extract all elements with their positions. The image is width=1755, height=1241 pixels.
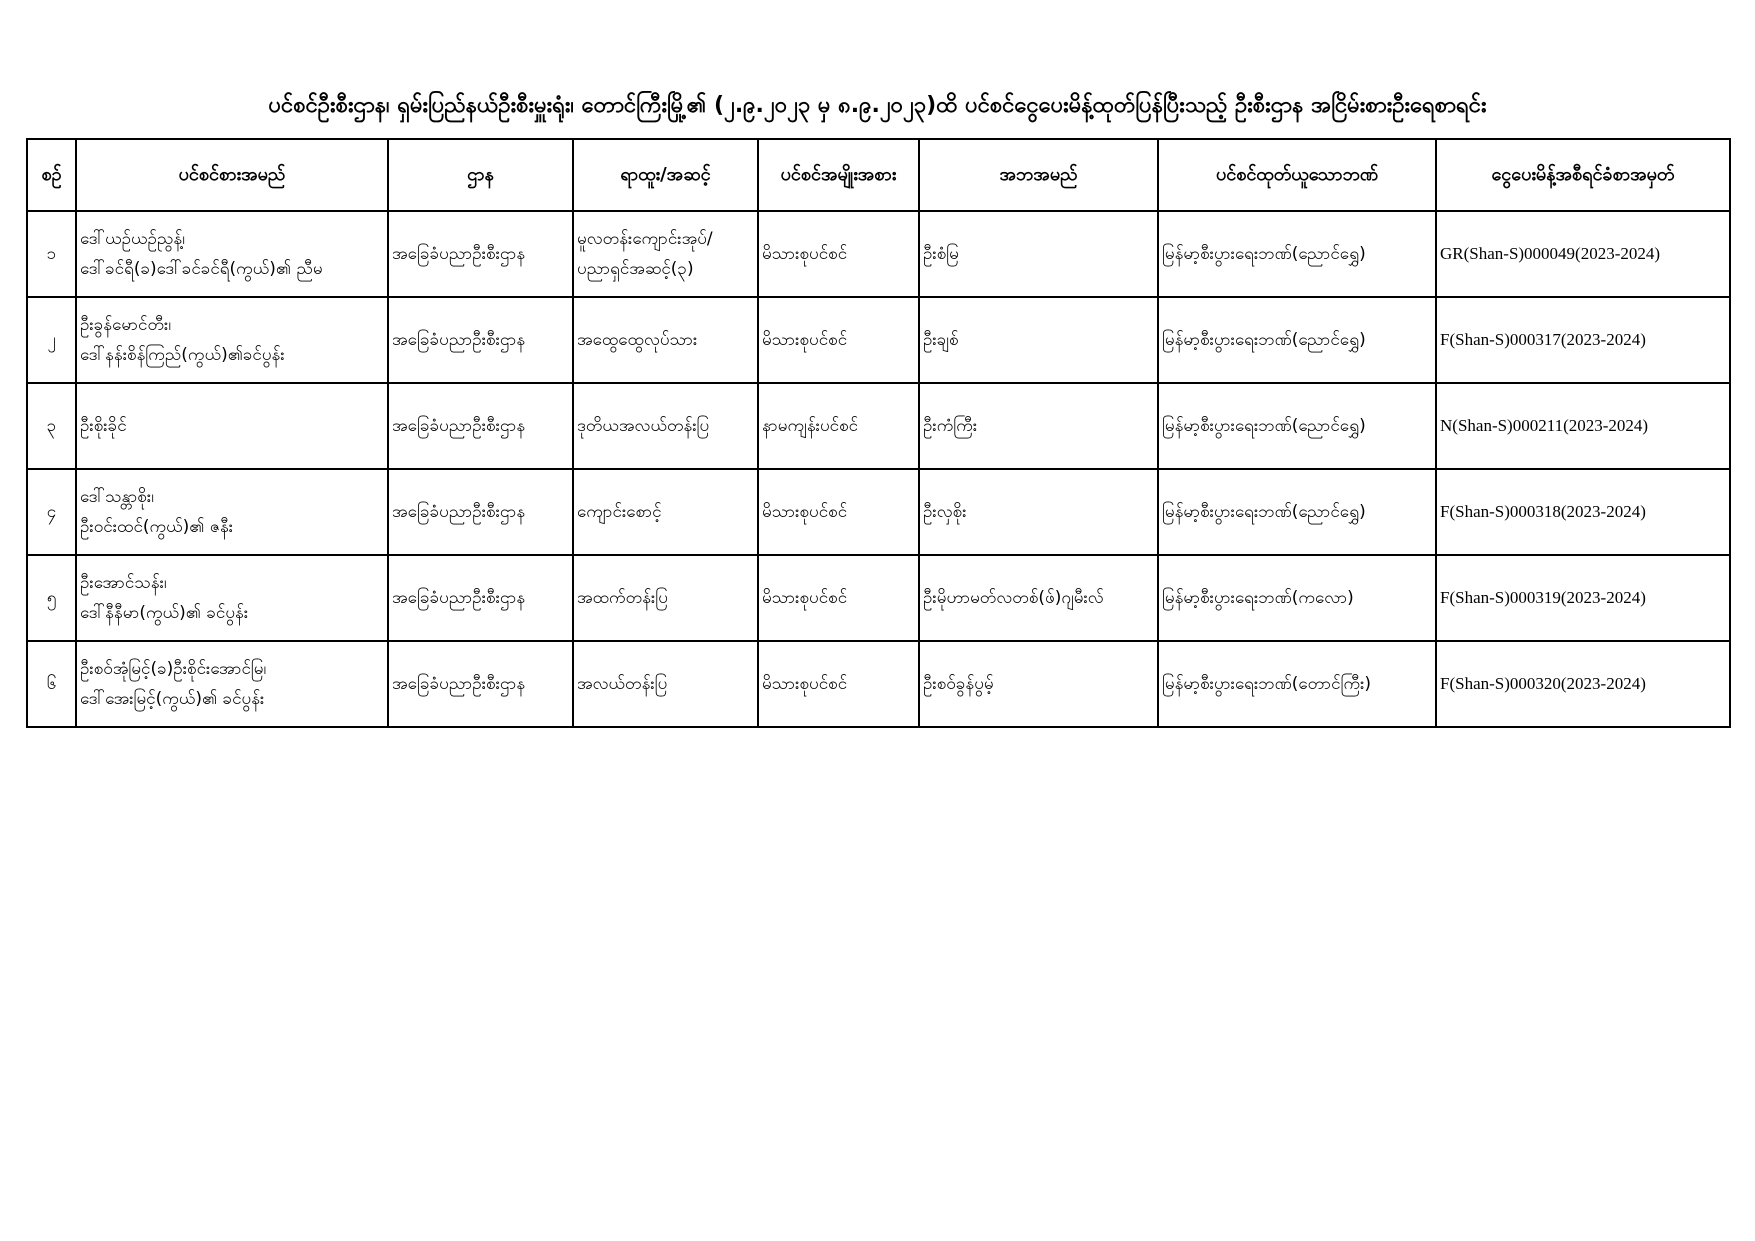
pension-type-cell: နာမကျန်းပင်စင် [758,383,919,469]
department-cell: အခြေခံပညာဦးစီးဌာန [388,211,573,297]
father-name-cell: ဦးချစ် [919,297,1158,383]
rank-cell-line: ကျောင်းစောင့် [577,502,662,522]
serial-cell: ၆ [27,641,76,727]
rank-cell [573,555,758,641]
department-cell: အခြေခံပညာဦးစီးဌာန [388,641,573,727]
pensioner-table [26,138,1731,728]
table-row [27,297,1730,383]
name-cell-line: ဒေါ်နန်းစိန်ကြည်(ကွယ်)၏ခင်ပွန်း [80,345,285,365]
department-cell: အခြေခံပညာဦးစီးဌာန [388,383,573,469]
pension-type-cell: မိသားစုပင်စင် [758,641,919,727]
pension-type-cell: မိသားစုပင်စင် [758,211,919,297]
father-name-cell: ဦးကံကြီး [919,383,1158,469]
column-header-father-name: အဘအမည် [919,139,1158,211]
bank-cell: မြန်မာ့စီးပွားရေးဘဏ်(ညောင်ရွှေ) [1158,211,1436,297]
payment-order-cell: N(Shan-S)000211(2023-2024) [1436,383,1730,469]
name-cell-line: ဒေါ်နီနီမာ(ကွယ်)၏ ခင်ပွန်း [80,603,249,623]
name-cell-line: ဒေါ်သန္တာစိုး၊ [80,487,154,507]
table-header-row [27,139,1730,211]
pension-type-cell: မိသားစုပင်စင် [758,469,919,555]
bank-cell: မြန်မာ့စီးပွားရေးဘဏ်(ညောင်ရွှေ) [1158,297,1436,383]
column-header-serial: စဉ် [27,139,76,211]
bank-cell: မြန်မာ့စီးပွားရေးဘဏ်(တောင်ကြီး) [1158,641,1436,727]
name-cell-line: ဦးစိုးခိုင် [80,416,127,436]
name-cell [76,211,388,297]
pension-type-cell: မိသားစုပင်စင် [758,297,919,383]
name-cell-line: ဦးခွန်မောင်တီး၊ [80,315,172,335]
rank-cell-line: အလယ်တန်းပြ [577,674,668,694]
column-header-name: ပင်စင်စားအမည် [76,139,388,211]
column-header-pension-type: ပင်စင်အမျိုးအစား [758,139,919,211]
rank-cell-line: ပညာရှင်အဆင့်(၃) [577,259,694,279]
department-cell: အခြေခံပညာဦးစီးဌာန [388,297,573,383]
pension-type-cell: မိသားစုပင်စင် [758,555,919,641]
column-header-payment-order-no: ငွေပေးမိန့်အစီရင်ခံစာအမှတ် [1436,139,1730,211]
table-row [27,469,1730,555]
bank-cell: မြန်မာ့စီးပွားရေးဘဏ်(ညောင်ရွှေ) [1158,383,1436,469]
name-cell-line: ဦးဝင်းထင်(ကွယ်)၏ ဇနီး [80,517,234,537]
name-cell-line: ဦးအောင်သန်း၊ [80,573,167,593]
department-cell: အခြေခံပညာဦးစီးဌာန [388,555,573,641]
table-body [27,211,1730,727]
column-header-department: ဌာန [388,139,573,211]
serial-cell: ၁ [27,211,76,297]
table-row [27,555,1730,641]
rank-cell [573,641,758,727]
table-row [27,641,1730,727]
serial-cell: ၂ [27,297,76,383]
father-name-cell: ဦးစဝ်ခွန်ပွမ့် [919,641,1158,727]
payment-order-cell: GR(Shan-S)000049(2023-2024) [1436,211,1730,297]
bank-cell: မြန်မာ့စီးပွားရေးဘဏ်(ညောင်ရွှေ) [1158,469,1436,555]
name-cell [76,555,388,641]
rank-cell [573,211,758,297]
serial-cell: ၄ [27,469,76,555]
name-cell-line: ဦးစဝ်အုံမြင့်(ခ)ဦးစိုင်းအောင်မြ၊ [80,659,267,679]
name-cell-line: ဒေါ်ခင်ရီ(ခ)ဒေါ်ခင်ခင်ရီ(ကွယ်)၏ ညီမ [80,259,323,279]
payment-order-cell: F(Shan-S)000319(2023-2024) [1436,555,1730,641]
name-cell [76,469,388,555]
bank-cell: မြန်မာ့စီးပွားရေးဘဏ်(ကလော) [1158,555,1436,641]
name-cell [76,297,388,383]
column-header-bank: ပင်စင်ထုတ်ယူသောဘဏ် [1158,139,1436,211]
column-header-rank: ရာထူး/အဆင့် [573,139,758,211]
rank-cell [573,469,758,555]
serial-cell: ၃ [27,383,76,469]
payment-order-cell: F(Shan-S)000320(2023-2024) [1436,641,1730,727]
name-cell [76,641,388,727]
name-cell-line: ဒေါ်အေးမြင့်(ကွယ်)၏ ခင်ပွန်း [80,689,265,709]
rank-cell-line: အထွေထွေလုပ်သား [577,330,698,350]
father-name-cell: ဦးစံမြ [919,211,1158,297]
rank-cell-line: ဒုတိယအလယ်တန်းပြ [577,416,710,436]
rank-cell [573,383,758,469]
name-cell-line: ဒေါ်ယဉ်ယဉ်ညွန့်၊ [80,229,185,249]
department-cell: အခြေခံပညာဦးစီးဌာန [388,469,573,555]
rank-cell-line: မူလတန်းကျောင်းအုပ်/ [577,229,713,249]
table-row [27,211,1730,297]
serial-cell: ၅ [27,555,76,641]
document-title: ပင်စင်ဦးစီးဌာန၊ ရှမ်းပြည်နယ်ဦးစီးမှူးရုံး၊ တောင်ကြီးမြို့၏ (၂.၉.၂၀၂၃ မှ ၈.၉.၂၀၂၃)ထိ ပင်စင်ငွေပေးမိန့်ထုတ်ပြန်ပြီးသည့် ဦးစီးဌာန အငြိမ်းစားဦးရေစာရင်း [268,93,1487,118]
payment-order-cell: F(Shan-S)000318(2023-2024) [1436,469,1730,555]
father-name-cell: ဦးမိုဟာမတ်လတစ်(ဖ်)ဂျမီးလ် [919,555,1158,641]
payment-order-cell: F(Shan-S)000317(2023-2024) [1436,297,1730,383]
table-row [27,383,1730,469]
name-cell [76,383,388,469]
rank-cell-line: အထက်တန်းပြ [577,588,668,608]
father-name-cell: ဦးလှစိုး [919,469,1158,555]
rank-cell [573,297,758,383]
